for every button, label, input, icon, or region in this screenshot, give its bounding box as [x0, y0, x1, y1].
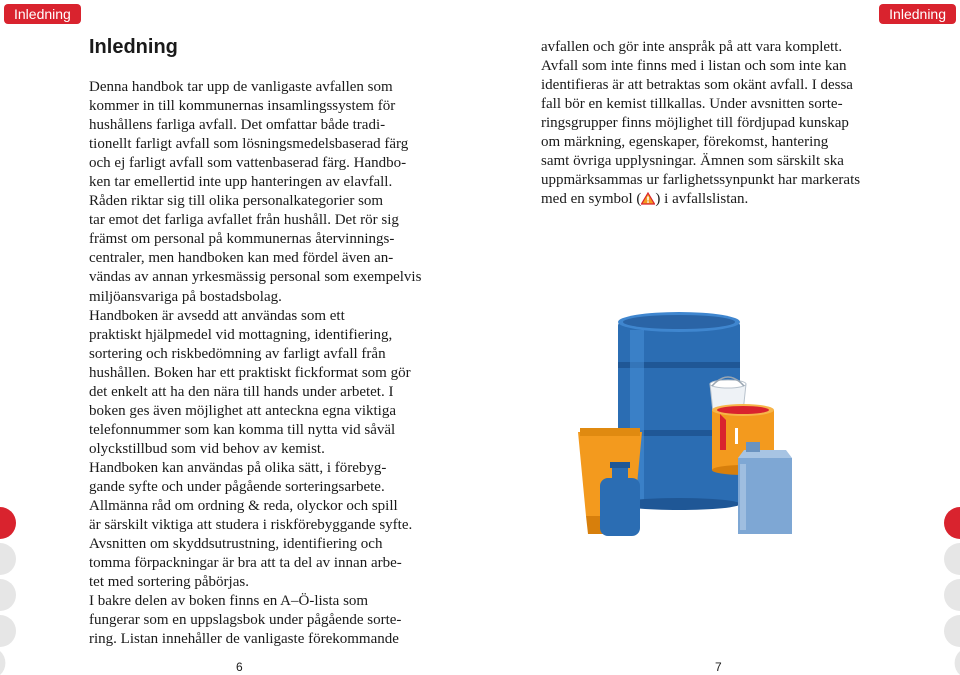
body-line: hushållens farliga avfall. Det omfattar både tradi-: [89, 117, 386, 134]
warning-triangle-icon: [641, 192, 655, 205]
body-line: tet med sortering påbörjas.: [89, 574, 249, 591]
page-number-left: 6: [236, 660, 243, 674]
body-line: främst om personal på kommunernas återvinnings-: [89, 231, 395, 248]
waste-containers-illustration: [560, 300, 800, 545]
page-title: Inledning: [89, 36, 178, 58]
body-line: Handboken är avsedd att användas som ett: [89, 307, 345, 324]
symbol-note-line: med en symbol ( ) i avfallslistan.: [541, 191, 749, 208]
body-line: tionellt farligt avfall som lösningsmedelsbaserad färg: [89, 136, 409, 153]
body-line: fall bör en kemist tillkallas. Under avsnitten sorte-: [541, 96, 843, 113]
body-line: centraler, men handboken kan med fördel även an-: [89, 250, 394, 267]
body-line: Avsnitten om skyddsutrustning, identifiering och: [89, 536, 383, 553]
body-line: kommer in till kommunernas insamlingssystem för: [89, 98, 396, 115]
body-line: boken ges även möjlighet att anteckna egna viktiga: [89, 402, 396, 419]
body-line: Råden riktar sig till olika personalkategorier som: [89, 193, 384, 210]
side-index-dots-left: [0, 505, 20, 675]
body-line: vändas av annan yrkesmässig personal som exempelvis: [89, 269, 422, 286]
section-tab-left[interactable]: Inledning: [4, 4, 81, 24]
body-line: uppmärksammas ur farlighetssynpunkt har markerats: [541, 172, 861, 189]
body-line: tar emot det farliga avfallet från hushåll. Det rör sig: [89, 212, 399, 229]
side-index-dots-right: [940, 505, 960, 675]
body-line: Avfall som inte finns med i listan och som inte kan: [541, 58, 847, 75]
body-line: identifieras är att betraktas som okänt avfall. I dessa: [541, 77, 853, 94]
body-line: fungerar som en uppslagsbok under pågående sorte-: [89, 612, 402, 629]
body-line: telefonnummer som kan komma till nytta vid såväl: [89, 421, 396, 438]
right-body-text: [541, 38, 886, 209]
body-line: är särskilt viktiga att studera i riskförebyggande syfte.: [89, 517, 413, 534]
body-line: ringsgrupper finns möjlighet till fördjupad kunskap: [541, 115, 849, 132]
jerrycan: [738, 442, 792, 534]
body-line: Handboken kan användas på olika sätt, i förebyg-: [89, 459, 387, 476]
body-line: gande syfte och under pågående sorteringsarbete.: [89, 478, 385, 495]
body-line: om märkning, egenskaper, förekomst, hantering: [541, 134, 829, 151]
page-number-right: 7: [715, 660, 722, 674]
left-body-text: [89, 78, 429, 649]
body-line: sortering och riskbedömning av farligt avfall från: [89, 345, 386, 362]
body-line: det enkelt att ha den nära till hands under arbetet. I: [89, 383, 394, 400]
body-line: Denna handbok tar upp de vanligaste avfallen som: [89, 79, 393, 95]
body-line: och ej farligt avfall som vattenbaserad färg. Handbo-: [89, 155, 407, 172]
section-tab-right[interactable]: Inledning: [879, 4, 956, 24]
body-line: praktiskt hjälpmedel vid mottagning, identifiering,: [89, 326, 393, 343]
body-line: avfallen och gör inte anspråk på att vara komplett.: [541, 39, 843, 55]
body-line: olyckstillbud som vid behov av kemist.: [89, 440, 325, 457]
body-line: hushållen. Boken har ett praktiskt fickformat som gör: [89, 364, 411, 381]
body-line: tomma förpackningar är bra att ta del av innan arbe-: [89, 555, 402, 572]
body-line: ring. Listan innehåller de vanligaste förekommande: [89, 631, 399, 648]
body-line: miljöansvariga på bostadsbolag.: [89, 288, 282, 305]
body-line: samt övriga upplysningar. Ämnen som särskilt ska: [541, 153, 844, 170]
body-line: ken tar emellertid inte upp hanteringen av elavfall.: [89, 174, 393, 191]
body-line: Allmänna råd om ordning & reda, olyckor och spill: [89, 498, 398, 515]
body-line: I bakre delen av boken finns en A–Ö-lista som: [89, 593, 369, 610]
